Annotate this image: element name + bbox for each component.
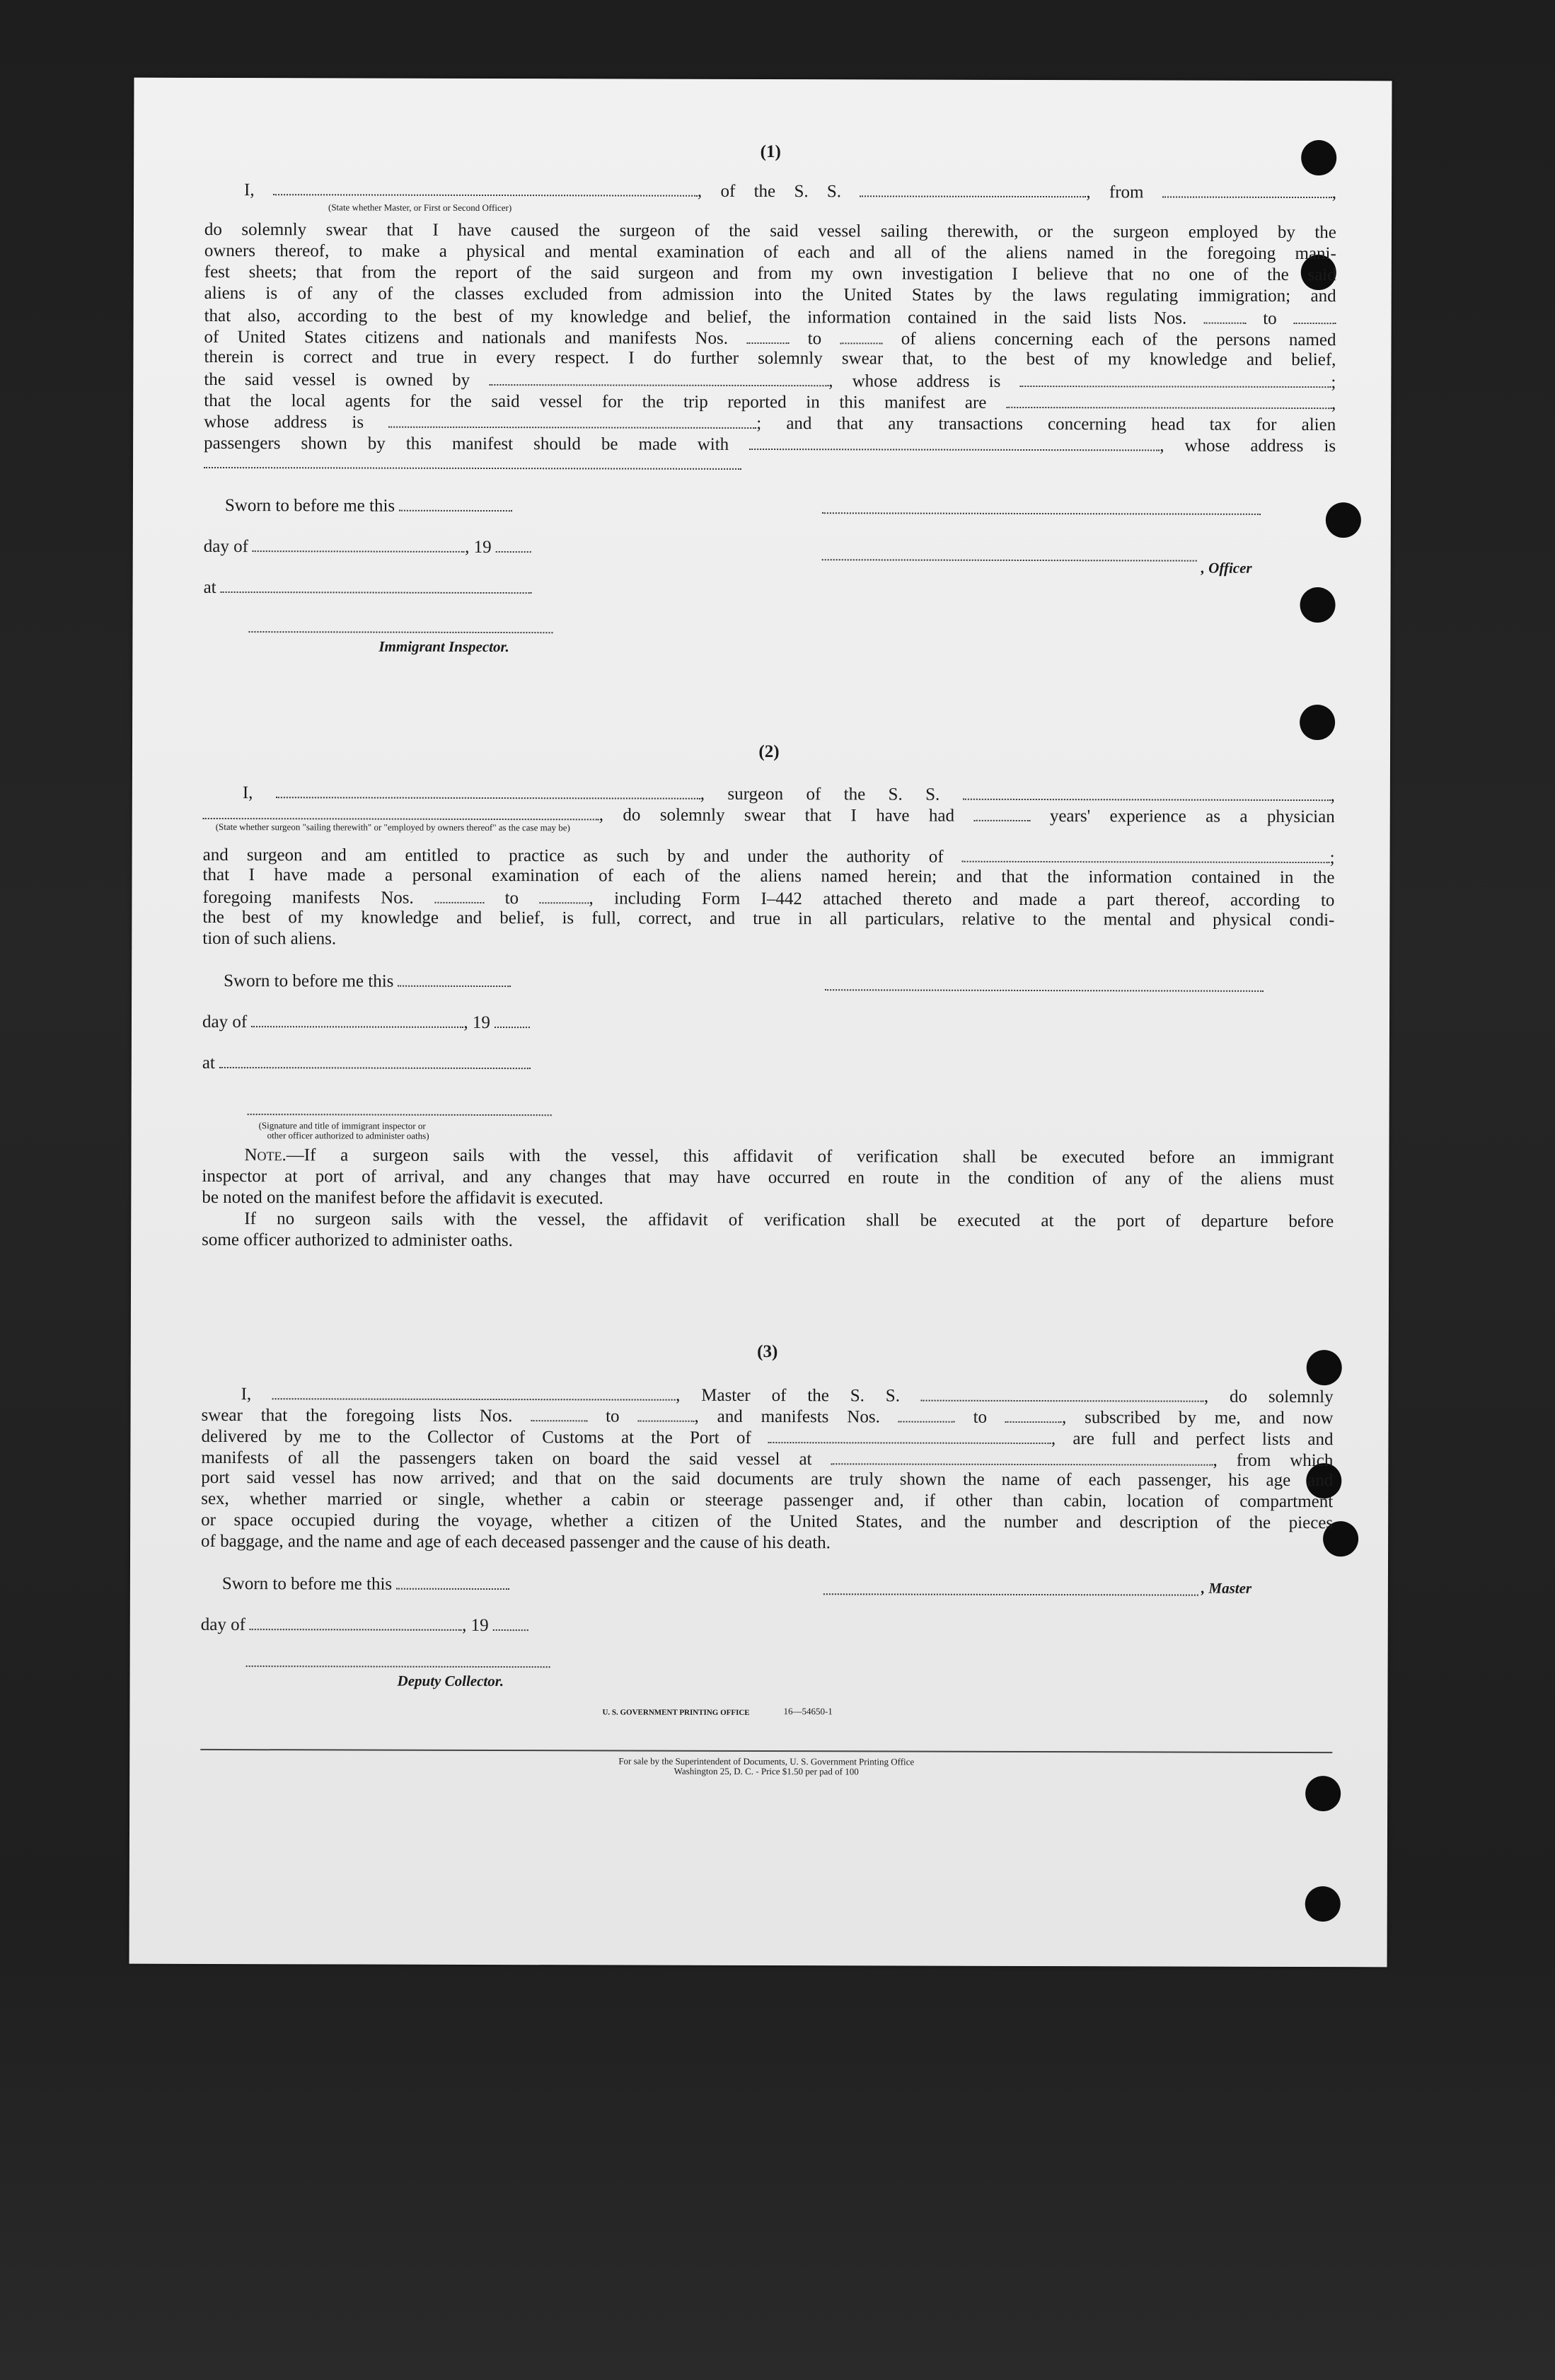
from-port-field[interactable] [1162, 180, 1332, 198]
section-3-line-7: or space occupied during the voyage, whether a citizen of the United States, and the number and description of the pieces [201, 1510, 1334, 1533]
sworn-day-field[interactable] [396, 1573, 509, 1590]
at-line: at [202, 1051, 1334, 1077]
form-code: 16—54650-1 [783, 1706, 833, 1717]
month-field[interactable] [250, 1613, 462, 1631]
manifests-from-field[interactable] [746, 327, 789, 344]
year-field[interactable] [493, 1614, 528, 1631]
section-3-line-6: sex, whether married or single, whether a cabin or steerage passenger and, if other than cabin, location of compartment [201, 1489, 1334, 1512]
s3-lists-to-field[interactable] [637, 1405, 694, 1422]
master-name-field[interactable] [272, 1382, 676, 1400]
section-2-number: (2) [758, 741, 780, 762]
place-field[interactable] [221, 576, 532, 594]
owner-field[interactable] [489, 369, 828, 386]
master-name-field[interactable] [273, 178, 698, 197]
s3-manifests-from-field[interactable] [898, 1406, 955, 1423]
s3-lists-from-field[interactable] [531, 1404, 587, 1421]
surgeon-ship-field[interactable] [963, 783, 1331, 801]
month-field[interactable] [251, 1010, 463, 1028]
section-1-para-line: aliens is of any of the classes excluded from admission into the United States by the laws regulating immigration; and [204, 283, 1336, 306]
section-3-line-1: I, , Master of the S. S. , do solemnly [202, 1382, 1334, 1408]
section-1-line-12: passengers shown by this manifest should be made with , whose address is [204, 433, 1336, 456]
section-1-line-6: that also, according to the best of my knowledge and belief, the information contained in the said lists Nos. to [204, 304, 1336, 330]
section-1-para-line: do solemnly swear that I have caused the surgeon of the said vessel sailing therewith, or the surgeon employed by the [204, 219, 1336, 243]
head-tax-address-field[interactable] [204, 466, 741, 470]
section-2-line-1: I, , surgeon of the S. S. , [203, 781, 1335, 807]
section-2-line-7: tion of such aliens. [202, 928, 337, 949]
s2-manifests-from-field[interactable] [434, 886, 484, 903]
form-page [129, 78, 1392, 1968]
surgeon-status-field[interactable] [203, 802, 599, 820]
note-line-2: inspector at port of arrival, and any changes that may have occurred en route in the condition of any of the aliens must [202, 1166, 1334, 1189]
section-1-line-7: of United States citizens and nationals and manifests Nos. to of aliens concerning each of the persons named [204, 327, 1336, 350]
sworn-day-field[interactable] [399, 495, 512, 512]
section-3-line-4: manifests of all the passengers taken on board the said vessel at , from which [201, 1448, 1334, 1471]
section-1-number: (1) [760, 141, 781, 162]
section-1-hint: (State whether Master, or First or Second Officer) [328, 202, 512, 214]
master-label: , Master [1201, 1579, 1252, 1597]
section-1-line-11: whose address is ; and that any transactions concerning head tax for alien [204, 410, 1336, 436]
day-of-line: day of , 19 [202, 1010, 1334, 1036]
section-2-line-3: and surgeon and am entitled to practice as such by and under the authority of ; [202, 845, 1335, 868]
section-2-hint: (State whether surgeon "sailing therewith" or "employed by owners thereof" as the case may be) [215, 821, 570, 833]
section-1-line-9: the said vessel is owned by , whose address is ; [204, 369, 1336, 393]
ship-name-field[interactable] [860, 180, 1086, 197]
place-field[interactable] [219, 1051, 531, 1069]
day-of-line: day of , 19 [204, 535, 1336, 560]
s3-manifests-to-field[interactable] [1005, 1406, 1062, 1423]
footer-rule [200, 1749, 1332, 1753]
inspector-label: Immigrant Inspector. [378, 637, 509, 656]
at-line: at [204, 576, 1336, 601]
section-2-line-6: the best of my knowledge and belief, is full, correct, and true in all particulars, relative to the mental and physical condi- [202, 907, 1335, 930]
collector-signature-field[interactable] [246, 1664, 550, 1668]
binder-hole [1300, 705, 1335, 740]
section-3-line-8: of baggage, and the name and age of each deceased passenger and the cause of his death. [201, 1531, 831, 1553]
note-line-5: some officer authorized to administer oaths. [202, 1230, 513, 1251]
inspector-signature-field[interactable] [248, 630, 553, 633]
day-of-line: day of , 19 [201, 1613, 1333, 1639]
section-2-line-5: foregoing manifests Nos. to , including Form I–442 attached thereto and made a part thereof, according to [202, 886, 1334, 911]
officer-title-field[interactable] [822, 558, 1197, 561]
section-3-line-3: delivered by me to the Collector of Customs at the Port of , are full and perfect lists and [201, 1426, 1334, 1450]
section-1-line-10: that the local agents for the said vessel for the trip reported in this manifest are , [204, 391, 1336, 414]
surgeon-name-field[interactable] [276, 781, 700, 799]
head-tax-field[interactable] [749, 433, 1160, 451]
note-line-3: be noted on the manifest before the affidavit is executed. [202, 1187, 603, 1208]
s2-manifests-to-field[interactable] [539, 886, 589, 903]
binder-hole [1305, 1776, 1341, 1811]
manifests-to-field[interactable] [840, 327, 882, 344]
sale-notice-line-2: Washington 25, D. C. - Price $1.50 per pad of 100 [674, 1765, 859, 1777]
note-line-4: If no surgeon sails with the vessel, the affidavit of verification shall be executed at the port of departure before [244, 1209, 1334, 1232]
officer-label: , Officer [1201, 559, 1252, 577]
lists-to-field[interactable] [1294, 307, 1336, 324]
year-field[interactable] [496, 536, 531, 553]
section-1-line-8: therein is correct and true in every respect. I do further solemnly swear that, to the best of my knowledge and belief, [204, 347, 1336, 370]
note-line-1: Note.—If a surgeon sails with the vessel, this affidavit of verification shall be executed before an immigrant [244, 1145, 1334, 1168]
owner-address-field[interactable] [1019, 370, 1331, 388]
section-2-line-4: that I have made a personal examination of each of the aliens named herein; and that the information contained in the [202, 865, 1335, 888]
section-2-line-2: , do solemnly swear that I have had years' experience as a physician [203, 802, 1335, 828]
section-1-para-line: owners thereof, to make a physical and mental examination of each and all of the aliens named in the foregoing mani- [204, 241, 1336, 264]
section-3-line-5: port said vessel has now arrived; and that on the said documents are truly shown the name of each passenger, his age and [201, 1467, 1334, 1491]
sworn-line: Sworn to before me this [222, 1572, 1354, 1598]
collector-label: Deputy Collector. [397, 1672, 504, 1690]
section-1-line-1: I, , of the S. S. , from , [204, 178, 1336, 204]
agents-field[interactable] [1006, 391, 1331, 409]
ship-name-field[interactable] [921, 1385, 1204, 1402]
section-3-line-2: swear that the foregoing lists Nos. to , and manifests Nos. to , subscribed by me, and now [201, 1405, 1334, 1428]
port-field[interactable] [768, 1426, 1051, 1444]
month-field[interactable] [253, 535, 465, 553]
signature-caption: (Signature and title of immigrant inspector or [258, 1120, 426, 1131]
signature-caption: other officer authorized to administer oaths) [267, 1130, 429, 1141]
years-field[interactable] [973, 804, 1030, 821]
lists-from-field[interactable] [1203, 307, 1246, 324]
section-3-number: (3) [757, 1341, 778, 1362]
year-field[interactable] [495, 1011, 530, 1028]
note-label: Note. [244, 1145, 287, 1165]
gpo-imprint: U. S. GOVERNMENT PRINTING OFFICE [602, 1708, 750, 1717]
authority-field[interactable] [962, 845, 1330, 863]
officer-signature-field[interactable] [248, 1112, 552, 1116]
section-1-para-line: fest sheets; that from the report of the said surgeon and from my own investigation I believe that no one of the said [204, 262, 1336, 285]
agents-address-field[interactable] [388, 411, 756, 429]
binder-hole [1305, 1886, 1341, 1922]
sworn-line: Sworn to before me this [224, 969, 1355, 995]
embark-port-field[interactable] [831, 1448, 1213, 1465]
sale-notice-line-1: For sale by the Superintendent of Documents, U. S. Government Printing Office [618, 1755, 915, 1767]
sworn-day-field[interactable] [398, 970, 511, 987]
sworn-line: Sworn to before me this [225, 494, 1357, 519]
